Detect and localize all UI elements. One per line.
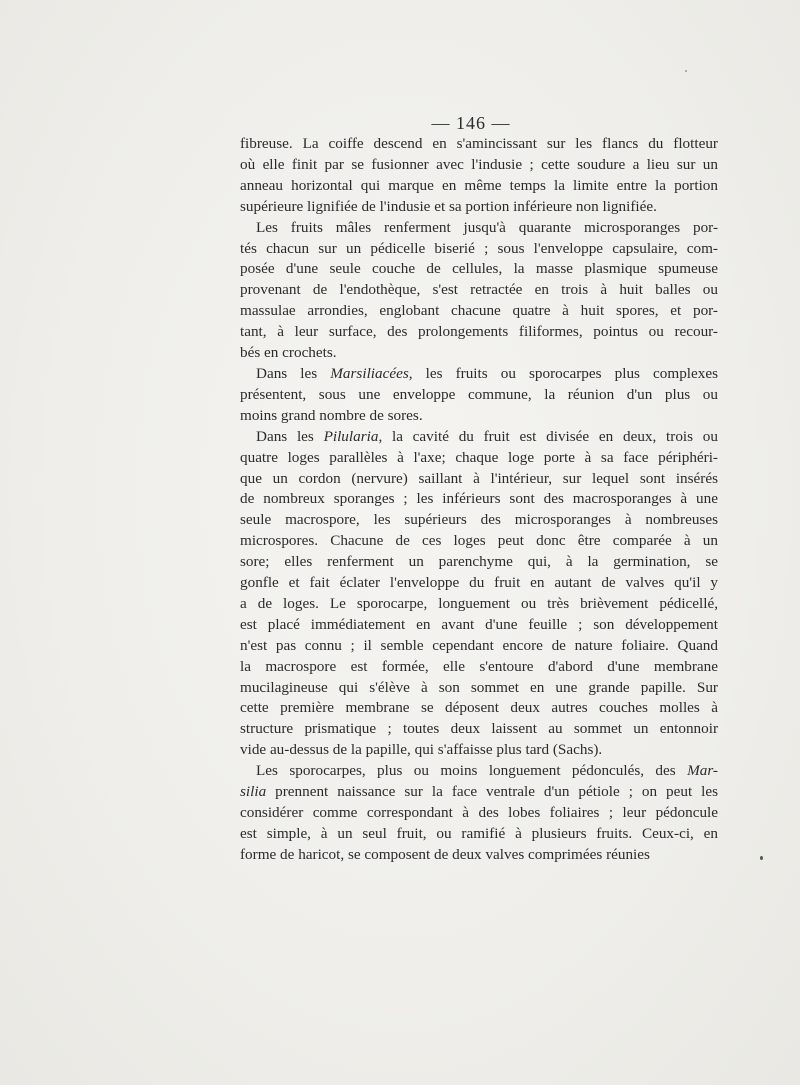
text-line: Dans les Marsiliacées, les fruits ou sporocarpes plus complexes [256,364,718,382]
page-number: — 146 — [431,113,511,133]
text-line: où elle finit par se fusionner avec l'indusie ; cette soudure a lieu sur un [240,155,718,173]
ink-speck [760,856,763,860]
text-line: de nombreux sporanges ; les inférieurs sont des macrosporanges à une [240,490,718,508]
text-line: considérer comme correspondant à des lobes foliaires ; leur pédoncule [240,804,718,821]
text-line: supérieure lignifiée de l'indusie et sa portion inférieure non lignifiée. [240,197,657,215]
text-line: est placé immédiatement en avant d'une feuille ; son développement [240,615,718,633]
paragraph [240,364,718,427]
paragraph [240,761,718,866]
text-line: sore; elles renferment un parenchyme qui, à la germination, se [240,553,718,571]
text-line: structure prismatique ; toutes deux laissent au sommet un entonnoir [240,720,718,738]
text-line: présentent, sous une enveloppe commune, la réunion d'un plus ou [240,385,718,403]
ink-speck [685,70,687,72]
text-line: anneau horizontal qui marque en même temps la limite entre la portion [240,176,718,194]
text-line: moins grand nombre de sores. [240,406,423,424]
text-line: la macrospore est formée, elle s'entoure d'abord d'une membrane [240,657,718,675]
text-line: quatre loges parallèles à l'axe; chaque loge porte à sa face périphéri- [240,448,718,466]
text-line: Les sporocarpes, plus ou moins longuement pédonculés, des Mar- [256,762,718,780]
text-line: que un cordon (nervure) saillant à l'intérieur, sur lequel sont insérés [240,469,718,487]
text-line: silia prennent naissance sur la face ventrale d'un pétiole ; on peut les [240,783,718,801]
text-line: massulae arrondies, englobant chacune quatre à huit spores, et por- [240,302,718,320]
text-line: Les fruits mâles renferment jusqu'à quarante microsporanges por- [256,218,718,236]
paragraph [240,134,718,218]
text-line: n'est pas connu ; il semble cependant encore de nature foliaire. Quand [240,636,718,654]
text-line: fibreuse. La coiffe descend en s'amincissant sur les flancs du flotteur [240,135,718,152]
text-line: tant, à leur surface, des prolongements filiformes, pointus ou recour- [240,323,718,341]
text-line: posée d'une seule couche de cellules, la masse plasmique spumeuse [240,260,718,278]
text-line: Dans les Pilularia, la cavité du fruit est divisée en deux, trois ou [256,427,718,445]
text-line: est simple, à un seul fruit, ou ramifié à plusieurs fruits. Ceux-ci, en [240,824,718,842]
text-line: cette première membrane se déposent deux autres couches molles à [240,699,718,717]
text-line: microspores. Chacune de ces loges peut donc être comparée à un [240,532,718,550]
text-line: provenant de l'endothèque, s'est retractée en trois à huit balles ou [240,281,718,299]
text-line: mucilagineuse qui s'élève à son sommet en une grande papille. Sur [240,678,718,696]
text-line: forme de haricot, se composent de deux valves comprimées réunies [240,845,650,863]
text-line: vide au-dessus de la papille, qui s'affaisse plus tard (Sachs). [240,741,603,759]
text-line: bés en crochets. [240,344,337,362]
body-text [240,134,718,866]
text-line: seule macrospore, les supérieurs des microsporanges à nombreuses [240,511,718,529]
text-line: gonfle et fait éclater l'enveloppe du fruit en autant de valves qu'il y [240,574,718,592]
paragraph [240,218,718,364]
text-line: tés chacun sur un pédicelle biserié ; sous l'enveloppe capsulaire, com- [240,239,718,257]
text-line: a de loges. Le sporocarpe, longuement ou très brièvement pédicellé, [240,594,718,612]
paragraph [240,427,718,762]
